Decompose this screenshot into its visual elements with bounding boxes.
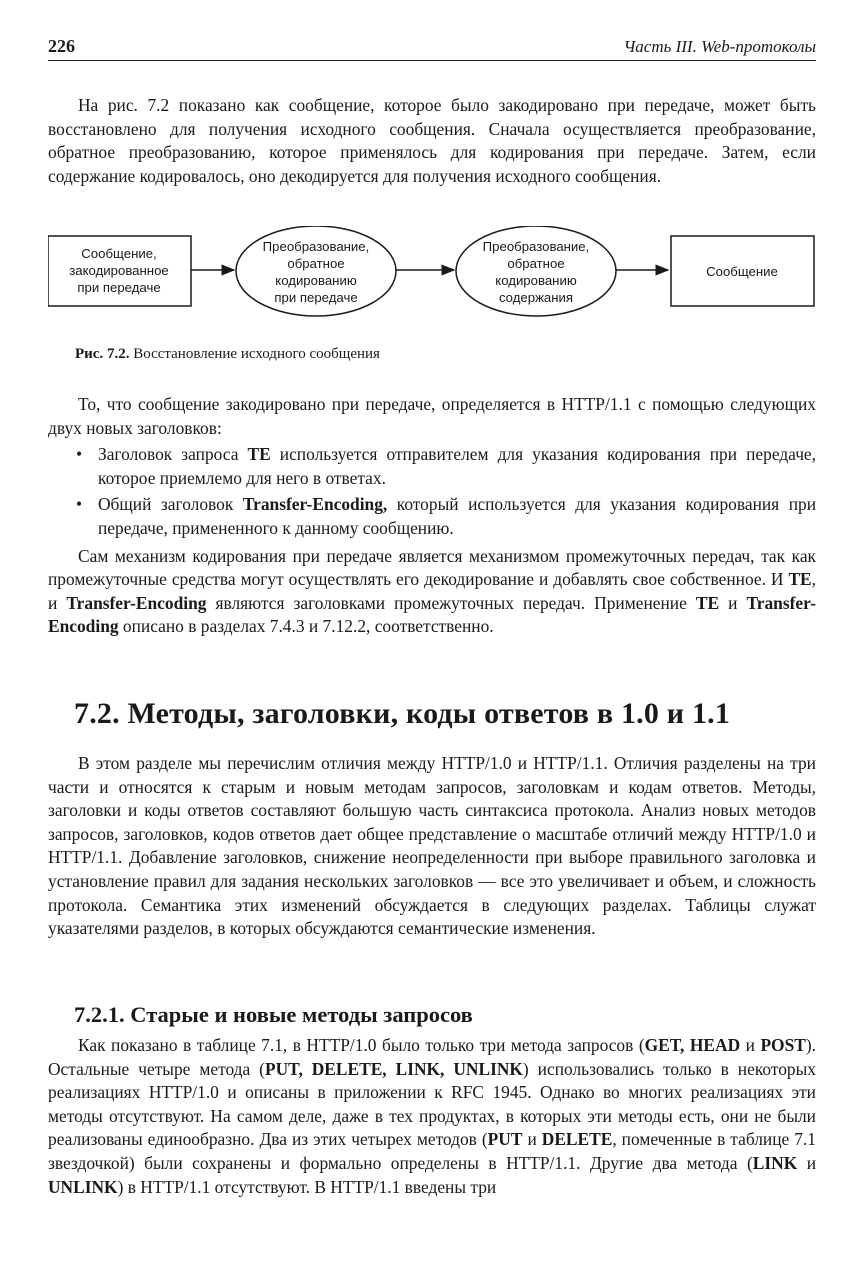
subsection-heading: 7.2.1. Старые и новые методы запросов: [74, 1002, 473, 1027]
transfer-encoding-block: [48, 393, 816, 639]
box-left-line-3: при передаче: [77, 280, 161, 295]
mechanism-paragraph: Сам механизм кодирования при передаче является механизмом промежуточных передач, так как промежуточные средства могут осуществлять его декодирование и добавлять свое собственное. И TE, и Transfer-Encoding являются заголовками промежуточных передач. Применение TE и Transfer-Encoding описано в разделах 7.4.3 и 7.12.2, соответственно.: [48, 545, 816, 637]
intro-paragraph: На рис. 7.2 показано как сообщение, которое было закодировано при передаче, может быть восстановлено для получения исходного сообщения. Сначала осуществляется преобразование, обратное преобразованию, которое применялось для кодирования при передаче. Затем, если содержание кодировалось, оно декодируется для получения исходного сообщения.: [48, 95, 816, 186]
ellipse-2-line-2: обратное: [507, 256, 565, 271]
running-header: [48, 34, 816, 61]
flow-diagram: [48, 226, 816, 326]
box-encoded-message: [48, 236, 191, 306]
intro-paragraph-block: [48, 94, 816, 188]
caption-text: Восстановление исходного сообщения: [133, 346, 380, 362]
list-item: • Заголовок запроса TE используется отправителем для указания кодирования при передаче, которое приемлемо для него в ответах.: [76, 444, 817, 488]
bullet-icon: •: [76, 494, 83, 515]
box-message: [671, 236, 814, 306]
page-number: 226: [48, 36, 75, 56]
list-item: • Общий заголовок Transfer-Encoding, который используется для указания кодирования при передаче, примененного к данному сообщению.: [76, 494, 816, 538]
ellipse-2-line-4: содержания: [498, 290, 574, 305]
box-right-line-1: Сообщение: [706, 264, 778, 279]
box-left-line-1: Сообщение,: [81, 246, 157, 261]
ellipse-1-line-1: Преобразование,: [262, 239, 370, 254]
ellipse-content-decode: [456, 226, 616, 316]
ellipse-1-line-3: кодированию: [275, 273, 357, 288]
ellipse-1-line-4: при передаче: [274, 290, 358, 305]
ellipse-2-line-1: Преобразование,: [482, 239, 590, 254]
ellipse-transfer-decode: [236, 226, 396, 316]
section-heading: 7.2. Методы, заголовки, коды ответов в 1.0 и 1.1: [74, 697, 731, 730]
box-left-line-2: закодированное: [69, 263, 169, 278]
part-title: Часть III. Web-протоколы: [623, 37, 816, 56]
caption-number: Рис. 7.2.: [75, 346, 130, 362]
subsection-body: [48, 1034, 816, 1199]
methods-paragraph: Как показано в таблице 7.1, в HTTP/1.0 было только три метода запросов (GET, HEAD и POST). Остальные четыре метода (PUT, DELETE, LINK, UNLINK) использовались только в некоторых реализациях HTTP/1.0 и описаны в приложении к RFC 1945. Однако во многих реализациях эти методы отсутствуют. На самом деле, даже в тех продуктах, в которых эти методы есть, они не были реализованы единообразно. Два из этих четырех методов (PUT и DELETE, помеченные в таблице 7.1 звездочкой) были сохранены и формально определены в HTTP/1.1. Другие два метода (LINK и UNLINK) в HTTP/1.1 отсутствуют. В HTTP/1.1 введены три: [48, 1035, 817, 1197]
ellipse-1-line-2: обратное: [287, 256, 345, 271]
figure-7-2: [48, 226, 816, 326]
te-intro-paragraph: То, что сообщение закодировано при передаче, определяется в HTTP/1.1 с помощью следующих двух новых заголовков:: [48, 394, 816, 438]
section-body: [48, 752, 816, 941]
figure-caption: [75, 346, 380, 363]
section-paragraph: В этом разделе мы перечислим отличия между HTTP/1.0 и HTTP/1.1. Отличия разделены на три части и относятся к старым и новым методам запросов, заголовкам и кодам ответов. Методы, заголовки и коды ответов составляют большую часть синтаксиса протокола. Анализ новых методов запросов, заголовков, кодов ответов дает общее представление о масштабе отличий между HTTP/1.0 и HTTP/1.1. Добавление заголовков, снижение неопределенности при выборе правильного заголовка и установление правил для задания нескольких заголовков — все это увеличивает и объем, и сложность протокола. Семантика этих изменений обсуждается в следующих разделах. Таблицы служат указателями разделов, в которых обсуждаются семантические изменения.: [48, 753, 816, 939]
header-list: [48, 443, 816, 540]
ellipse-2-line-3: кодированию: [495, 273, 577, 288]
bullet-icon: •: [76, 444, 83, 465]
